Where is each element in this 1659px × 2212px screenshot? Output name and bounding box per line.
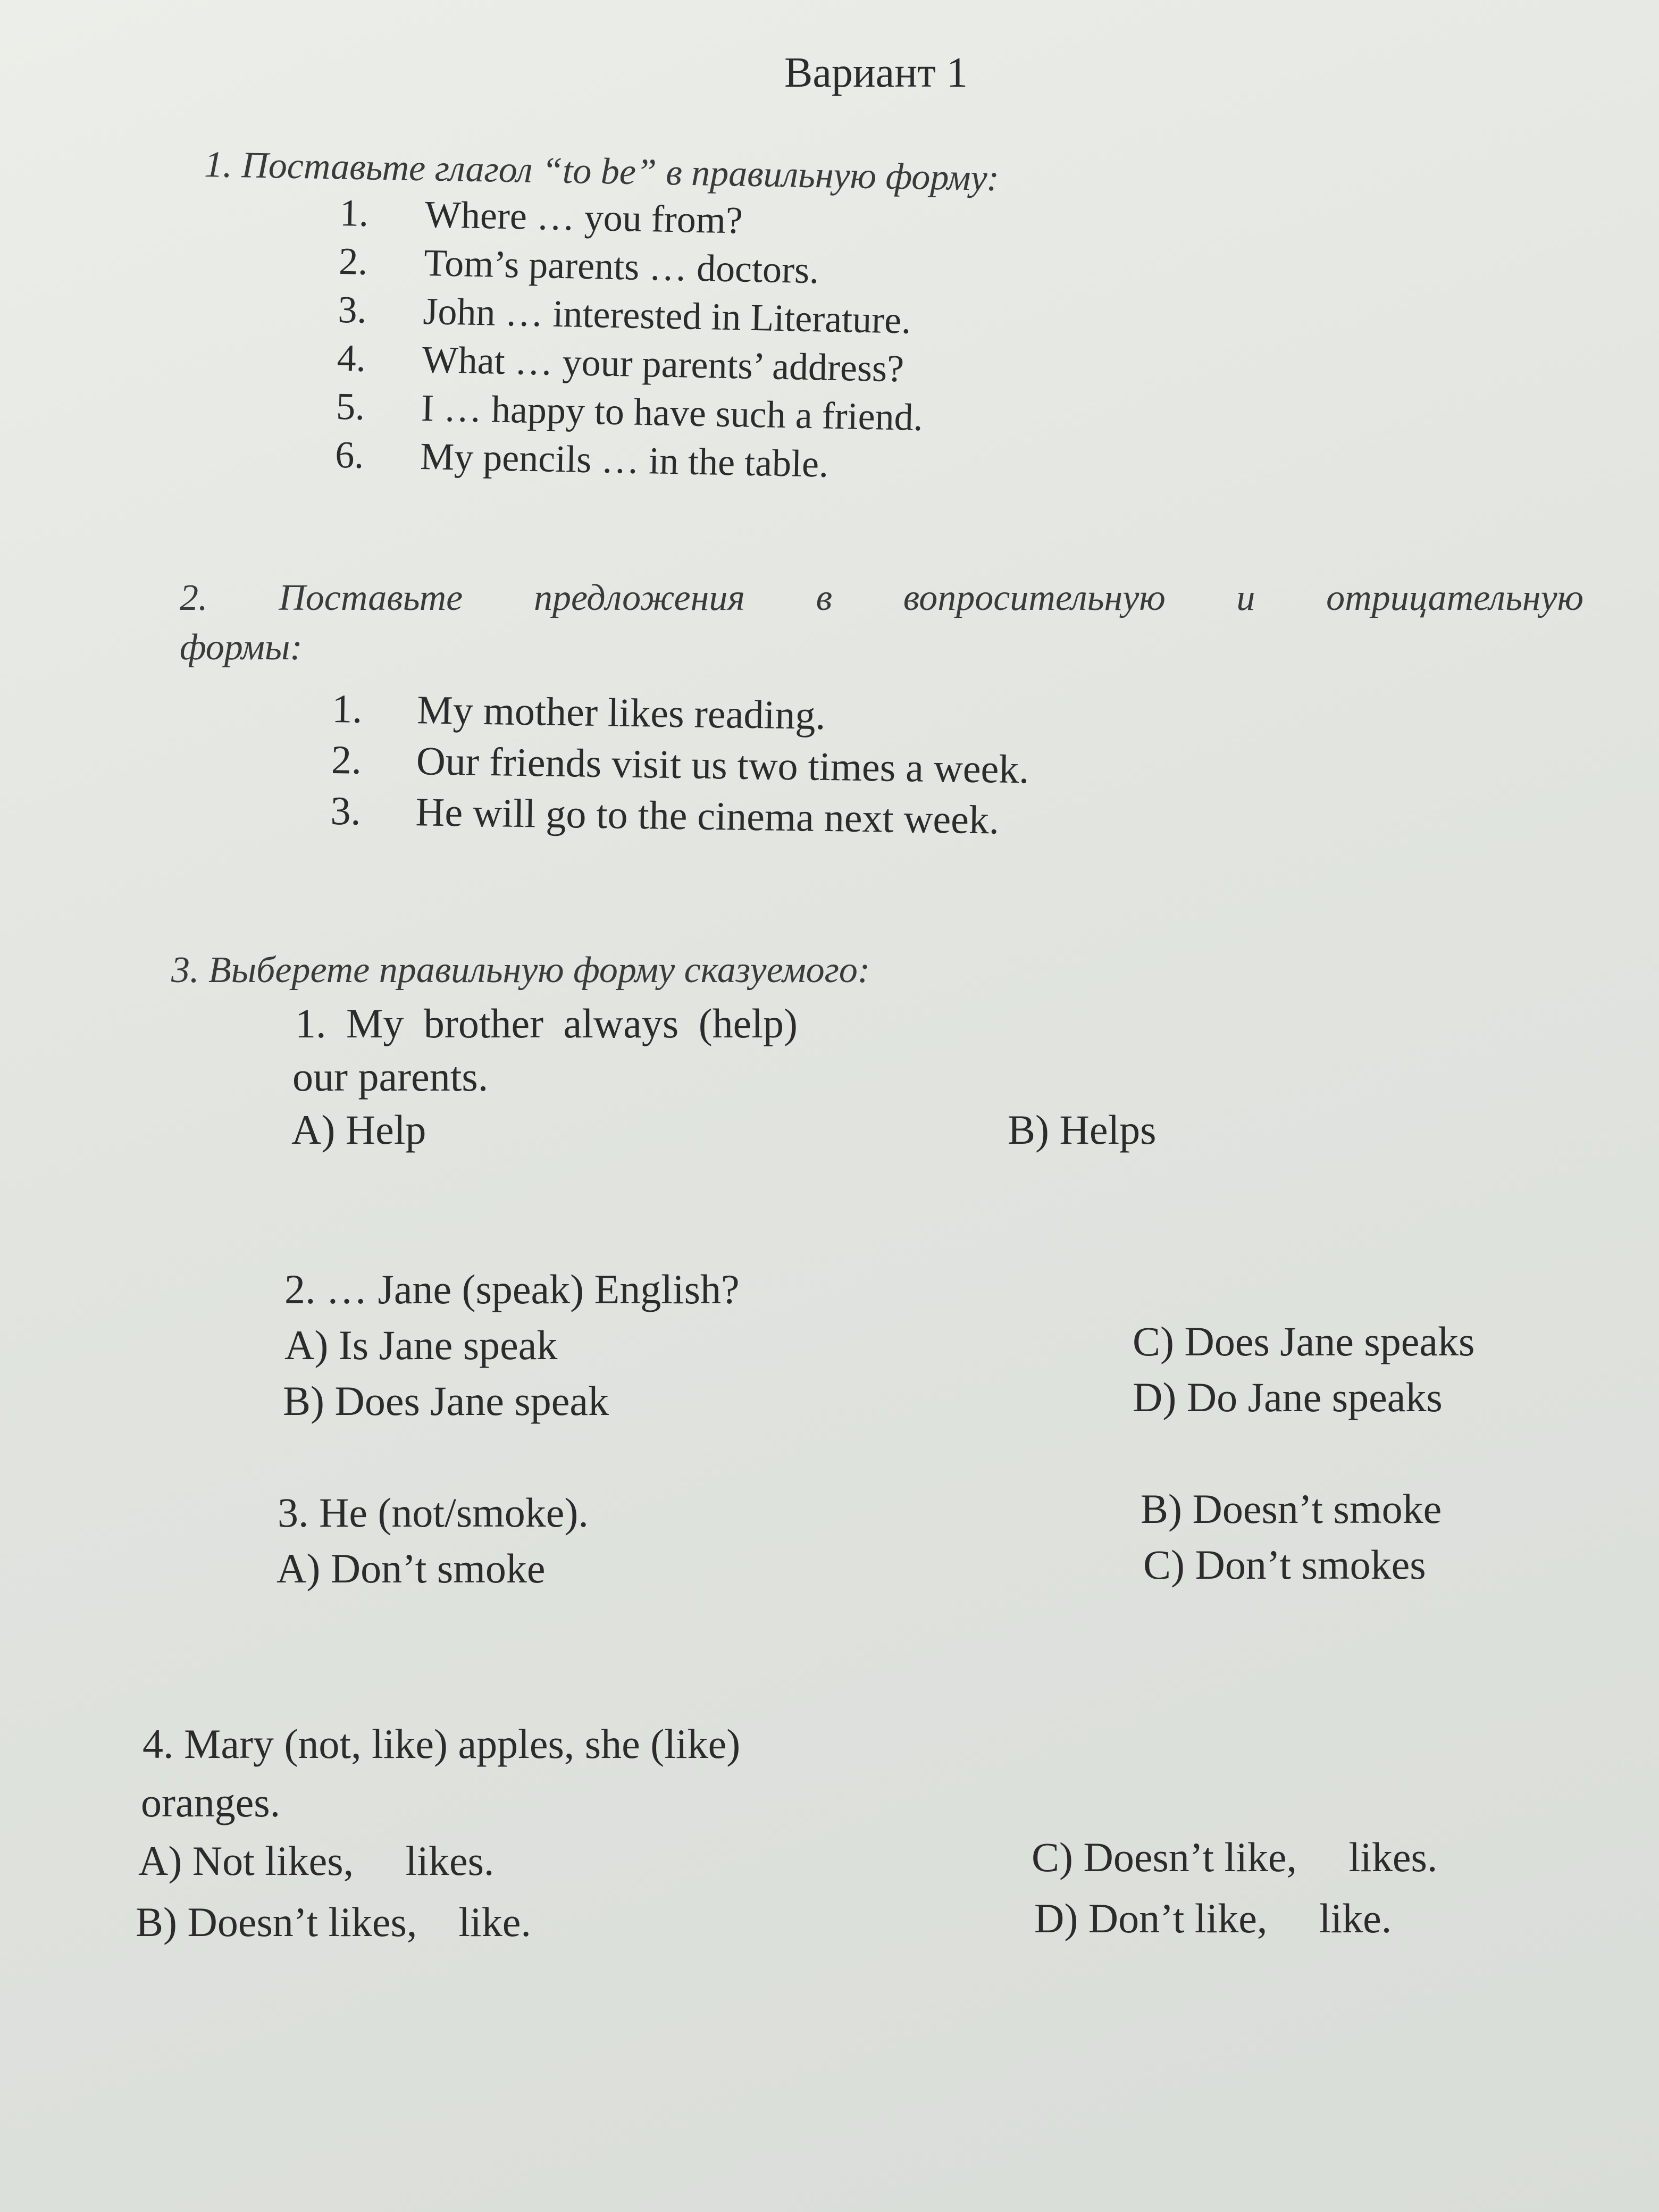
question-1-option-a: A) Help [291, 1107, 426, 1153]
item-number: 1. [331, 686, 363, 732]
list-item [338, 237, 819, 292]
question-2-option-a: A) Is Jane speak [284, 1322, 558, 1368]
question-4-text-continued: oranges. [141, 1779, 281, 1825]
page-title: Вариант 1 [784, 49, 968, 96]
task2-heading-continued: формы: [180, 627, 303, 668]
list-item [337, 334, 904, 390]
item-number: 2. [338, 239, 368, 283]
item-text: He will go to the cinema next week. [415, 790, 1000, 843]
list-item [330, 785, 1000, 843]
list-item [336, 382, 924, 439]
question-4-option-b: B) Doesn’t likes, like. [136, 1899, 531, 1945]
list-item [339, 189, 743, 242]
item-text: Where … you from? [424, 193, 743, 242]
item-number: 5. [336, 384, 365, 428]
item-number: 6. [334, 433, 365, 476]
question-4-option-c: C) Doesn’t like, likes. [1032, 1834, 1438, 1880]
item-text: My pencils … in the table. [420, 434, 829, 485]
question-2-text: 2. … Jane (speak) English? [284, 1266, 740, 1312]
item-number: 1. [339, 191, 369, 235]
question-3-option-b: B) Doesn’t smoke [1141, 1486, 1442, 1532]
item-number: 4. [337, 336, 366, 380]
question-4-option-d: D) Don’t like, like. [1034, 1895, 1392, 1941]
question-2-option-b: B) Does Jane speak [283, 1378, 609, 1424]
item-number: 3. [330, 788, 362, 834]
task3-heading: 3. Выберете правильную форму сказуемого: [171, 950, 870, 991]
question-3-option-c: C) Don’t smokes [1143, 1541, 1426, 1588]
item-number: 3. [337, 288, 367, 331]
item-number: 2. [331, 737, 362, 783]
question-1-option-b: B) Helps [1008, 1107, 1157, 1153]
item-text: Tom’s parents … doctors. [423, 241, 819, 292]
item-text: I … happy to have such a friend. [421, 387, 924, 439]
list-item [334, 431, 829, 485]
question-1-text-continued: our parents. [292, 1053, 489, 1100]
task2-heading: 2. Поставьте предложения в вопросительную и отрицательную [180, 577, 1583, 618]
task1-heading: 1. Поставьте глагол “to be” в правильную форму: [204, 144, 1000, 199]
item-text: John … interested in Literature. [422, 290, 911, 342]
item-text: My mother likes reading. [416, 688, 826, 738]
question-3-text: 3. He (not/smoke). [278, 1489, 589, 1536]
question-4-text: 4. Mary (not, like) apples, she (like) [143, 1721, 741, 1767]
task1-list [334, 189, 924, 485]
item-text: Our friends visit us two times a week. [416, 739, 1029, 792]
question-4-option-a: A) Not likes, likes. [138, 1838, 495, 1884]
question-2-option-d: D) Do Jane speaks [1133, 1374, 1443, 1420]
task2-list [330, 683, 1029, 843]
question-2-option-c: C) Does Jane speaks [1133, 1318, 1475, 1364]
item-text: What … your parents’ address? [422, 338, 904, 390]
question-1-text: 1. My brother always (help) [295, 1000, 798, 1046]
question-3-option-a: A) Don’t smoke [276, 1545, 546, 1591]
list-item [337, 286, 911, 342]
